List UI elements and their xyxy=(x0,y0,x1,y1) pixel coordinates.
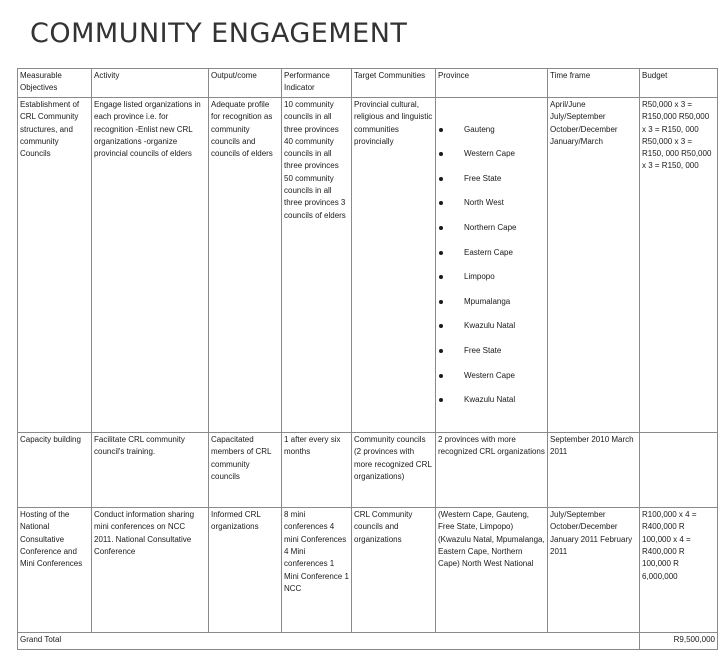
province-item: Gauteng xyxy=(438,124,545,136)
province-item: Eastern Cape xyxy=(438,247,545,259)
activity-cell: Conduct information sharing mini conferences on NCC 2011. National Consultative Conference xyxy=(92,508,209,633)
header-cell: Measurable Objectives xyxy=(18,69,92,98)
header-cell: Activity xyxy=(92,69,209,98)
province-cell: (Western Cape, Gauteng, Free State, Limpopo) (Kwazulu Natal, Mpumalanga, Eastern Cape, Northern Cape) North West National xyxy=(436,508,548,633)
budget-cell: R100,000 x 4 = R400,000 R 100,000 x 4 = R400,000 R 100,000 R 6,000,000 xyxy=(640,508,718,633)
indicator-cell: 1 after every six months xyxy=(282,433,352,508)
province-cell: 2 provinces with more recognized CRL organizations xyxy=(436,433,548,508)
target-cell: CRL Community councils and organizations xyxy=(352,508,436,633)
output-cell: Informed CRL organizations xyxy=(209,508,282,633)
header-cell: Province xyxy=(436,69,548,98)
province-list xyxy=(438,111,545,418)
header-cell: Budget xyxy=(640,69,718,98)
province-cell xyxy=(436,98,548,433)
timeframe-cell: April/June July/September October/December January/March xyxy=(548,98,640,433)
budget-cell: R50,000 x 3 = R150,000 R50,000 x 3 = R150, 000 R50,000 x 3 = R150, 000 R50,000 x 3 = R150, 000 xyxy=(640,98,718,433)
province-item: Northern Cape xyxy=(438,222,545,234)
timeframe-cell: July/September October/December January 2011 February 2011 xyxy=(548,508,640,633)
grand-total-label: Grand Total xyxy=(18,633,640,650)
activity-cell: Facilitate CRL community council's training. xyxy=(92,433,209,508)
output-cell: Adequate profile for recognition as community councils and councils of elders xyxy=(209,98,282,433)
target-cell: Provincial cultural, religious and linguistic communities provincially xyxy=(352,98,436,433)
table-row xyxy=(18,508,718,633)
grand-total-value: R9,500,000 xyxy=(640,633,718,650)
target-cell: Community councils (2 provinces with more recognized CRL organizations) xyxy=(352,433,436,508)
province-item: Free State xyxy=(438,345,545,357)
table-header-row xyxy=(18,69,718,98)
province-item: North West xyxy=(438,197,545,209)
header-cell: Performance Indicator xyxy=(282,69,352,98)
province-item: Western Cape xyxy=(438,370,545,382)
header-cell: Output/come xyxy=(209,69,282,98)
engagement-table xyxy=(17,68,718,650)
province-item: Free State xyxy=(438,173,545,185)
province-item: Kwazulu Natal xyxy=(438,320,545,332)
output-cell: Capacitated members of CRL community councils xyxy=(209,433,282,508)
objective-cell: Hosting of the National Consultative Conference and Mini Conferences xyxy=(18,508,92,633)
table-row xyxy=(18,98,718,433)
province-item: Limpopo xyxy=(438,271,545,283)
activity-cell: Engage listed organizations in each province i.e. for recognition -Enlist new CRL organizations -organize provincial councils of elders xyxy=(92,98,209,433)
page-title: COMMUNITY ENGAGEMENT xyxy=(30,18,408,49)
province-item: Mpumalanga xyxy=(438,296,545,308)
indicator-cell: 10 community councils in all three provinces 40 community councils in all three provinces 50 community councils in all three provinces 3 councils of elders xyxy=(282,98,352,433)
header-cell: Target Communities xyxy=(352,69,436,98)
table-row xyxy=(18,433,718,508)
indicator-cell: 8 mini conferences 4 mini Conferences 4 Mini conferences 1 Mini Conference 1 NCC xyxy=(282,508,352,633)
objective-cell: Establishment of CRL Community structures, and community Councils xyxy=(18,98,92,433)
objective-cell: Capacity building xyxy=(18,433,92,508)
province-item: Western Cape xyxy=(438,148,545,160)
budget-cell xyxy=(640,433,718,508)
header-cell: Time frame xyxy=(548,69,640,98)
province-item: Kwazulu Natal xyxy=(438,394,545,406)
grand-total-row xyxy=(18,633,718,650)
timeframe-cell: September 2010 March 2011 xyxy=(548,433,640,508)
